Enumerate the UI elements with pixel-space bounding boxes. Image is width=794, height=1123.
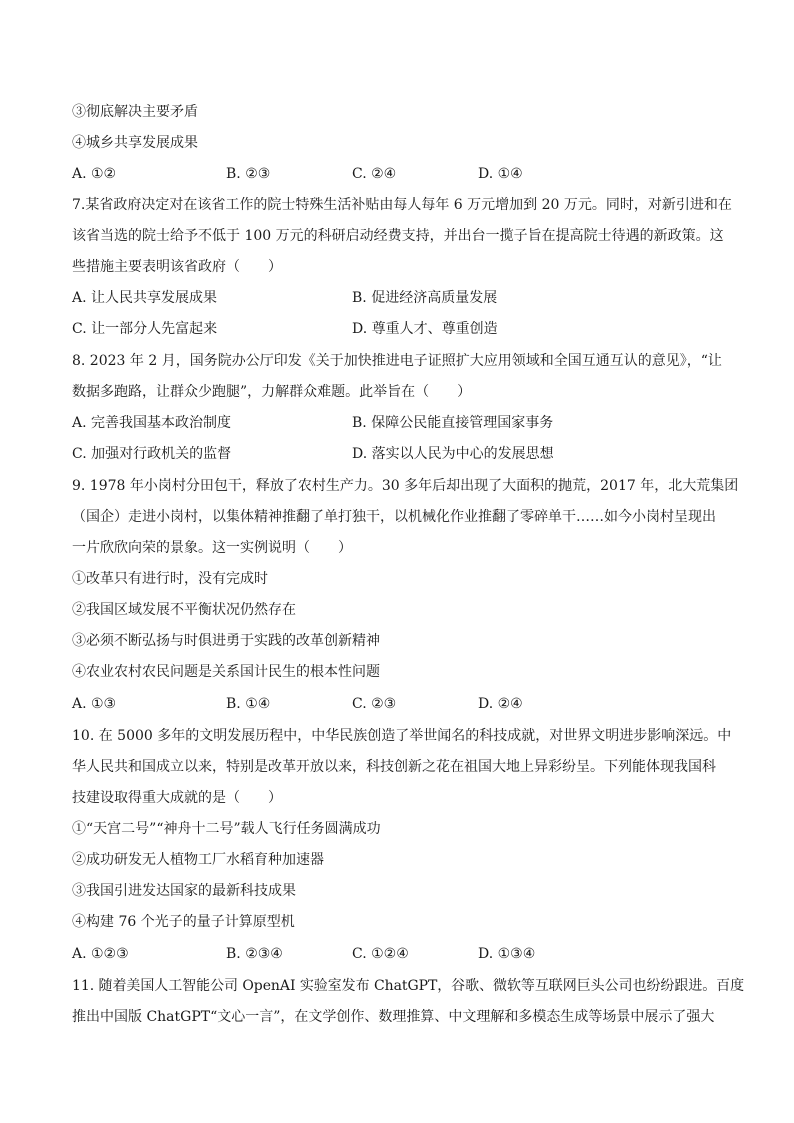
option-d: D. 尊重人才、尊重创造 xyxy=(352,321,498,337)
question-7-stem: 该省当选的院士给予不低于 100 万元的科研启动经费支持，并出台一揽子旨在提高院士待遇的新政策。这 xyxy=(72,228,724,244)
question-7-stem: 些措施主要表明该省政府（ ） xyxy=(72,259,282,275)
question-9-stem: 一片欣欣向荣的景象。这一实例说明（ ） xyxy=(72,540,352,556)
option-c: C. ①②④ xyxy=(352,946,409,962)
statement: ④农业农村农民问题是关系国计民生的根本性问题 xyxy=(72,664,380,680)
statement: ③彻底解决主要矛盾 xyxy=(72,104,198,120)
option-d: D. ②④ xyxy=(478,696,523,712)
question-10-stem: 10. 在 5000 多年的文明发展历程中，中华民族创造了举世闻名的科技成就，对世界文明进步影响深远。中 xyxy=(72,728,732,744)
question-9-stem: （国企）走进小岗村，以集体精神推翻了单打独干，以机械化作业推翻了零碎单干……如今小岗村呈现出 xyxy=(72,509,716,525)
question-11-stem: 推出中国版 ChatGPT“文心一言”，在文学创作、数理推算、中文理解和多模态生成等场景中展示了强大 xyxy=(72,1009,715,1025)
question-11-stem: 11. 随着美国人工智能公司 OpenAI 实验室发布 ChatGPT，谷歌、微软等互联网巨头公司也纷纷跟进。百度 xyxy=(72,978,745,994)
question-8-stem: 数据多跑路，让群众少跑腿”，力解群众难题。此举旨在（ ） xyxy=(72,384,472,400)
option-a: A. ①③ xyxy=(72,696,117,712)
option-a: A. 完善我国基本政治制度 xyxy=(72,415,232,431)
statement: ①“天宫二号”“神舟十二号”载人飞行任务圆满成功 xyxy=(72,821,381,837)
question-10-stem: 华人民共和国成立以来，特别是改革开放以来，科技创新之花在祖国大地上异彩纷呈。下列能体现我国科 xyxy=(72,759,716,775)
statement: ②成功研发无人植物工厂水稻育种加速器 xyxy=(72,852,324,868)
option-a: A. ①②③ xyxy=(72,946,129,962)
option-c: C. ②④ xyxy=(352,166,397,182)
option-c: C. ②③ xyxy=(352,696,397,712)
option-d: D. ①③④ xyxy=(478,946,536,962)
question-9-stem: 9. 1978 年小岗村分田包干，释放了农村生产力。30 多年后却出现了大面积的抛荒，2017 年，北大荒集团 xyxy=(72,478,739,494)
option-c: C. 加强对行政机关的监督 xyxy=(72,446,232,462)
statement: ④城乡共享发展成果 xyxy=(72,135,198,151)
option-b: B. ②③④ xyxy=(226,946,283,962)
option-c: C. 让一部分人先富起来 xyxy=(72,321,218,337)
statement: ①改革只有进行时，没有完成时 xyxy=(72,571,268,587)
question-8-stem: 8. 2023 年 2 月，国务院办公厅印发《关于加快推进电子证照扩大应用领域和全国互通互认的意见》，“让 xyxy=(72,353,722,369)
option-d: D. 落实以人民为中心的发展思想 xyxy=(352,446,554,462)
statement: ②我国区域发展不平衡状况仍然存在 xyxy=(72,602,296,618)
option-b: B. 保障公民能直接管理国家事务 xyxy=(352,415,554,431)
statement: ④构建 76 个光子的量子计算原型机 xyxy=(72,914,295,930)
option-a: A. 让人民共享发展成果 xyxy=(72,290,218,306)
statement: ③我国引进发达国家的最新科技成果 xyxy=(72,883,296,899)
statement: ③必须不断弘扬与时俱进勇于实践的改革创新精神 xyxy=(72,633,380,649)
question-7-stem: 7.某省政府决定对在该省工作的院士特殊生活补贴由每人每年 6 万元增加到 20 万元。同时，对新引进和在 xyxy=(72,197,732,213)
option-b: B. 促进经济高质量发展 xyxy=(352,290,498,306)
option-b: B. ②③ xyxy=(226,166,271,182)
question-10-stem: 技建设取得重大成就的是（ ） xyxy=(72,790,282,806)
option-d: D. ①④ xyxy=(478,166,523,182)
option-b: B. ①④ xyxy=(226,696,271,712)
option-a: A. ①② xyxy=(72,166,117,182)
